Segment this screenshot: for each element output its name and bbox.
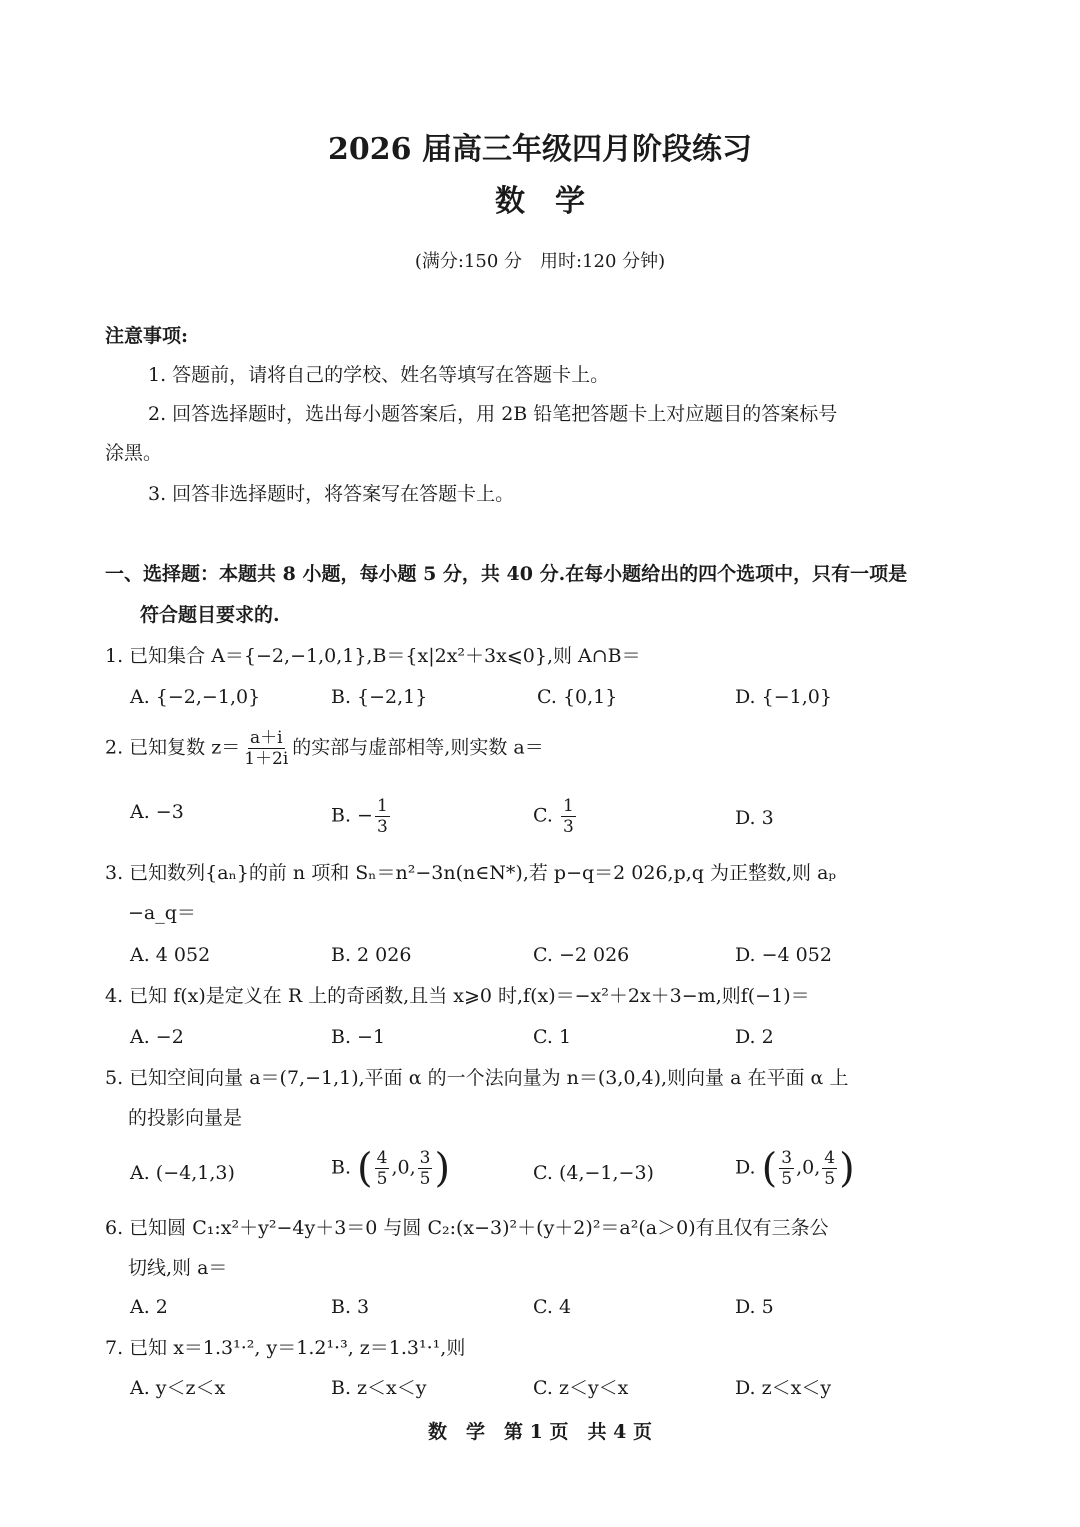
option-c: C. 1	[533, 1026, 572, 1048]
fraction	[375, 796, 390, 837]
option-b	[331, 796, 392, 837]
option-a: A. y＜z＜x	[130, 1377, 226, 1399]
note-item: 涂黑。	[105, 442, 163, 464]
option-text: ,0,	[796, 1156, 821, 1179]
notes-heading: 注意事项:	[105, 325, 189, 347]
paren: (	[761, 1145, 778, 1192]
question-3-cont: −a_q＝	[128, 902, 196, 924]
option-d: D. 5	[735, 1296, 774, 1318]
numerator: 4	[376, 1148, 388, 1168]
option-c	[533, 796, 578, 837]
denominator: 3	[562, 817, 574, 837]
option-label: D.	[735, 1156, 762, 1179]
section-heading: 一、选择题：本题共 8 小题，每小题 5 分，共 40 分.在每小题给出的四个选项中，只有一项是	[105, 563, 908, 585]
note-item: 3. 回答非选择题时，将答案写在答题卡上。	[148, 483, 515, 505]
denominator: 5	[376, 1169, 388, 1189]
denominator: 5	[824, 1169, 836, 1189]
option-d: D. −4 052	[735, 944, 832, 966]
option-a: A. −2	[130, 1026, 184, 1048]
fraction	[418, 1148, 433, 1189]
question-2	[105, 728, 544, 769]
option-a: A. 4 052	[130, 944, 211, 966]
note-item: 2. 回答选择题时，选出每小题答案后，用 2B 铅笔把答题卡上对应题目的答案标号	[148, 403, 838, 425]
denominator: 5	[419, 1169, 431, 1189]
numerator: a＋i	[249, 728, 283, 748]
option-c: C. −2 026	[533, 944, 630, 966]
numerator: 1	[562, 796, 574, 816]
option-b: B. −1	[331, 1026, 386, 1048]
option-c: C. 4	[533, 1296, 572, 1318]
question-5-cont: 的投影向量是	[128, 1107, 243, 1129]
denominator: 1＋2i	[244, 749, 289, 769]
question-7: 7. 已知 x＝1.3¹·², y＝1.2¹·³, z＝1.3¹·¹,则	[105, 1337, 466, 1359]
exam-info: (满分:150 分 用时:120 分钟)	[414, 251, 666, 272]
numerator: 1	[376, 796, 388, 816]
denominator: 5	[781, 1169, 793, 1189]
paren: )	[434, 1145, 451, 1192]
fraction	[242, 728, 290, 769]
option-b: B. z＜x＜y	[331, 1377, 427, 1399]
option-b: B. 2 026	[331, 944, 412, 966]
option-d: D. 2	[735, 1026, 774, 1048]
option-label: B. −	[331, 804, 373, 827]
option-b: B. 3	[331, 1296, 370, 1318]
option-d: D. z＜x＜y	[735, 1377, 832, 1399]
question-6: 6. 已知圆 C₁:x²＋y²−4y＋3＝0 与圆 C₂:(x−3)²＋(y＋2)²＝a²(a＞0)有且仅有三条公	[105, 1217, 829, 1239]
numerator: 4	[824, 1148, 836, 1168]
option-b	[331, 1145, 451, 1192]
section-heading-cont: 符合题目要求的.	[140, 604, 280, 626]
exam-title: 2026 届高三年级四月阶段练习	[328, 132, 752, 167]
fraction	[822, 1148, 837, 1189]
question-3: 3. 已知数列{aₙ}的前 n 项和 Sₙ＝n²−3n(n∈N*),若 p−q＝2 026,p,q 为正整数,则 aₚ	[105, 862, 836, 884]
option-label: B.	[331, 1156, 358, 1179]
option-a: A. (−4,1,3)	[130, 1162, 235, 1184]
question-4: 4. 已知 f(x)是定义在 R 上的奇函数,且当 x⩾0 时,f(x)＝−x²＋2x＋3−m,则f(−1)＝	[105, 985, 810, 1007]
page-footer: 数 学 第 1 页 共 4 页	[428, 1421, 652, 1443]
question-text: 的实部与虚部相等,则实数 a＝	[292, 736, 544, 759]
numerator: 3	[781, 1148, 793, 1168]
question-text: 2. 已知复数 z＝	[105, 736, 241, 759]
option-d: D. {−1,0}	[735, 686, 832, 708]
paren: )	[839, 1145, 855, 1192]
option-c: C. (4,−1,−3)	[533, 1162, 654, 1184]
fraction	[561, 796, 576, 837]
option-a: A. {−2,−1,0}	[130, 686, 261, 708]
question-1: 1. 已知集合 A＝{−2,−1,0,1},B＝{x|2x²＋3x⩽0},则 A∩B＝	[105, 645, 641, 667]
option-label: C.	[533, 804, 559, 827]
subject-title: 数 学	[495, 184, 585, 219]
fraction	[375, 1148, 390, 1189]
option-c: C. z＜y＜x	[533, 1377, 629, 1399]
note-item: 1. 答题前，请将自己的学校、姓名等填写在答题卡上。	[148, 364, 610, 386]
option-c: C. {0,1}	[537, 686, 618, 708]
question-6-cont: 切线,则 a＝	[128, 1257, 228, 1279]
fraction	[779, 1148, 794, 1189]
question-5: 5. 已知空间向量 a＝(7,−1,1),平面 α 的一个法向量为 n＝(3,0,4),则向量 a 在平面 α 上	[105, 1067, 849, 1089]
numerator: 3	[419, 1148, 431, 1168]
option-a: A. 2	[130, 1296, 168, 1318]
option-a: A. −3	[130, 801, 184, 823]
option-b: B. {−2,1}	[331, 686, 428, 708]
option-text: ,0,	[391, 1156, 416, 1179]
paren: (	[357, 1145, 373, 1192]
option-d	[735, 1145, 855, 1192]
option-d: D. 3	[735, 807, 774, 829]
denominator: 3	[376, 817, 388, 837]
